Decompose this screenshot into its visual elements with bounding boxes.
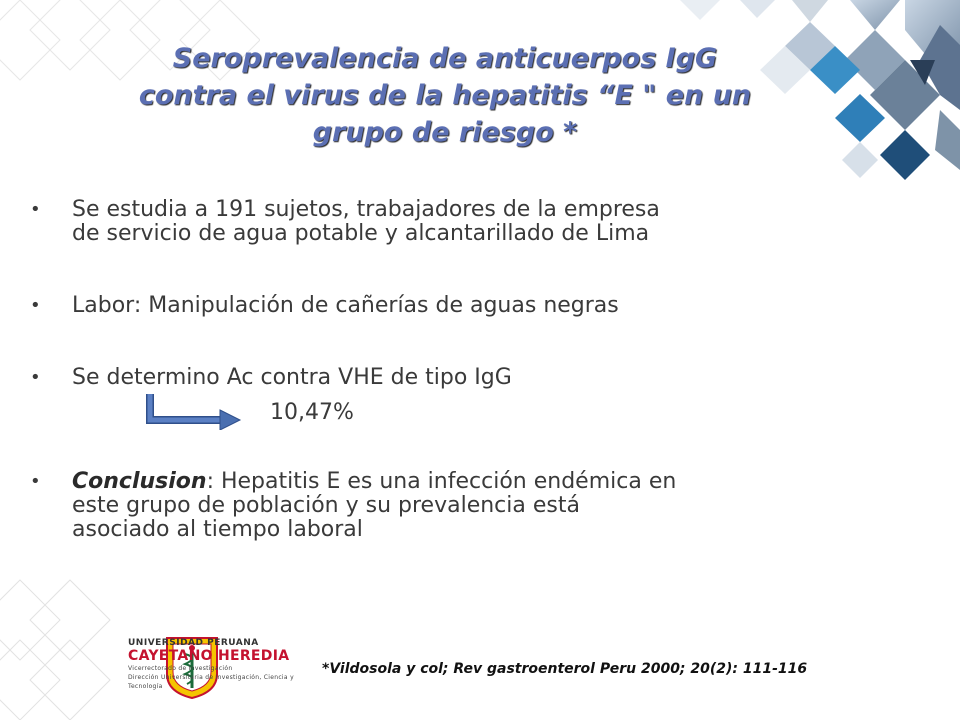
university-name — [128, 638, 328, 691]
bullet-text: : Hepatitis E es una infección endémica en — [206, 469, 677, 494]
conclusion-label: Conclusion — [72, 469, 207, 494]
logo-line-1: UNIVERSIDAD PERUANA — [128, 638, 259, 648]
logo-line-4: Dirección Universitaria de Investigación, Ciencia y Tecnología — [128, 674, 294, 690]
logo-line-2: CAYETANO HEREDIA — [128, 648, 290, 664]
bullet-dot-icon: • — [30, 199, 41, 220]
logo-line-3: Vicerrectorado de Investigación — [128, 665, 233, 672]
bullet-text: Se determino Ac contra VHE de tipo IgG — [72, 365, 512, 390]
bullet-text: Se estudia a 191 sujetos, trabajadores de la empresa — [72, 197, 660, 222]
slide-title — [90, 40, 800, 151]
bullet-dot-icon: • — [30, 295, 41, 316]
bullet-text: este grupo de población y su prevalencia está — [72, 493, 580, 518]
title-line-1: Seroprevalencia de anticuerpos IgG — [172, 43, 718, 74]
bullet-text: Labor: Manipulación de cañerías de aguas negras — [72, 293, 619, 318]
result-value: 10,47% — [270, 400, 354, 425]
bullet-text: de servicio de agua potable y alcantarillado de Lima — [72, 221, 650, 246]
citation: *Vildosola y col; Rev gastroenterol Peru 2000; 20(2): 111-116 — [322, 661, 808, 677]
bent-arrow-icon — [138, 392, 248, 430]
bullet-dot-icon: • — [30, 367, 41, 388]
bullet-text: asociado al tiempo laboral — [72, 517, 363, 542]
title-line-3: grupo de riesgo * — [312, 117, 578, 148]
bullet-dot-icon: • — [30, 471, 41, 492]
title-line-2: contra el virus de la hepatitis “E " en un — [138, 80, 752, 111]
